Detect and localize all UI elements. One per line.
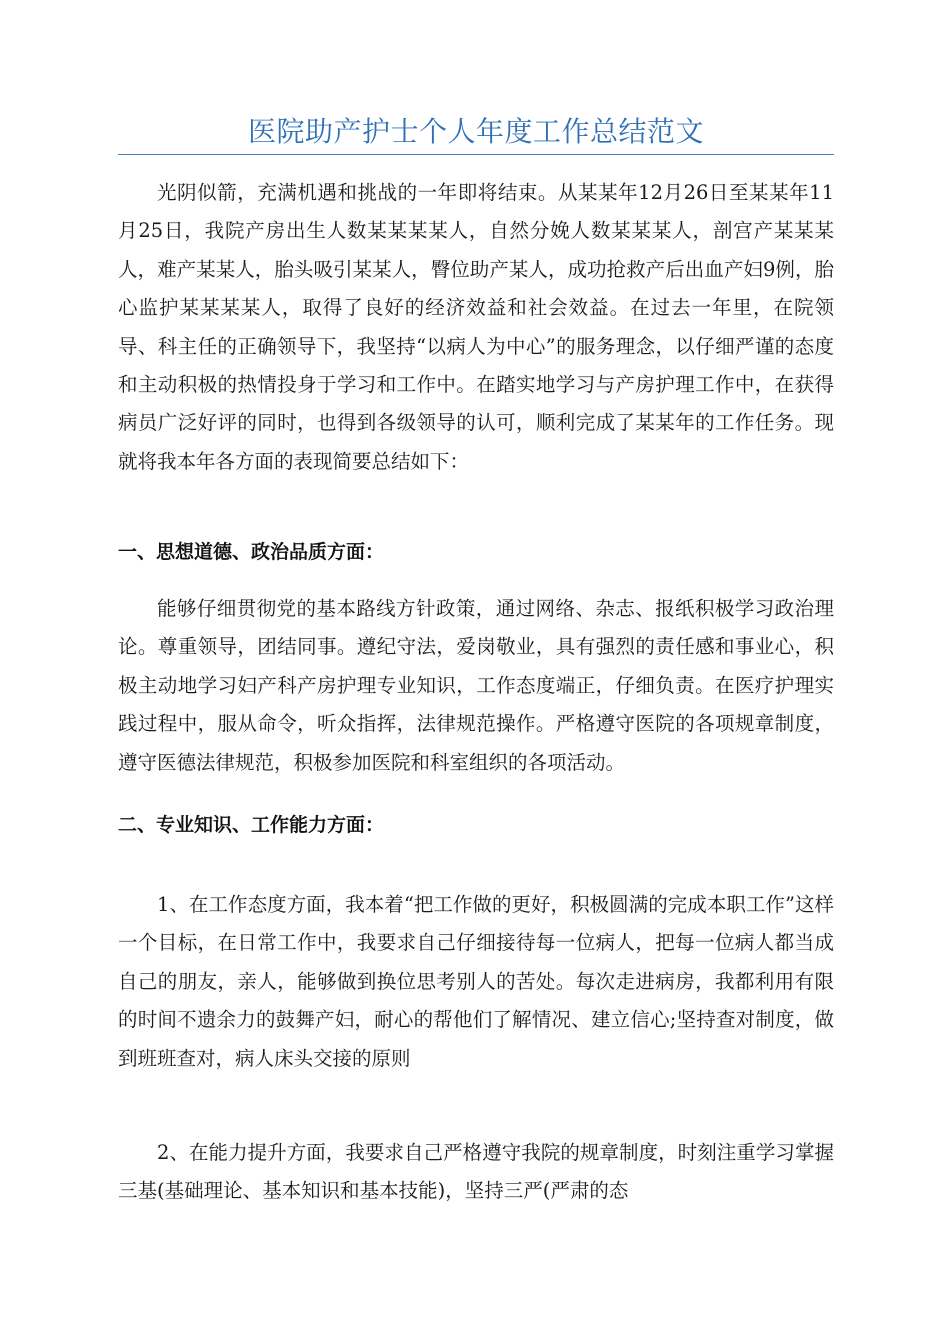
skills-item-ability: 2、在能力提升方面，我要求自己严格遵守我院的规章制度，时刻注重学习掌握三基(基础理论、基本知识和基本技能)，坚持三严(严肃的态 <box>118 1141 834 1203</box>
intro-paragraph: 光阴似箭，充满机遇和挑战的一年即将结束。从某某年12月26日至某某年11月25日，我院产房出生人数某某某某人，自然分娩人数某某某人，剖宫产某某某人，难产某某人，胎头吸引某某人，臀位助产某人，成功抢救产后出血产妇9例，胎心监护某某某某人，取得了良好的经济效益和社会效益。在过去一年里，在院领导、科主任的正确领导下，我坚持“以病人为中心”的服务理念，以仔细严谨的态度和主动积极的热情投身于学习和工作中。在踏实地学习与产房护理工作中，在获得病员广泛好评的同时，也得到各级领导的认可，顺利完成了某某年的工作任务。现就将我本年各方面的表现简要总结如下： <box>118 181 834 473</box>
document-title: 医院助产护士个人年度工作总结范文 <box>247 115 704 148</box>
section-heading-ethics: 一、思想道德、政治品质方面： <box>118 541 385 563</box>
ethics-paragraph: 能够仔细贯彻党的基本路线方针政策，通过网络、杂志、报纸积极学习政治理论。尊重领导，团结同事。遵纪守法，爱岗敬业，具有强烈的责任感和事业心，积极主动地学习妇产科产房护理专业知识，工作态度端正，仔细负责。在医疗护理实践过程中，服从命令，听众指挥，法律规范操作。严格遵守医院的各项规章制度，遵守医德法律规范，积极参加医院和科室组织的各项活动。 <box>118 597 834 774</box>
skills-item-attitude: 1、在工作态度方面，我本着“把工作做的更好，积极圆满的完成本职工作”这样一个目标，在日常工作中，我要求自己仔细接待每一位病人，把每一位病人都当成自己的朋友，亲人，能够做到换位思考别人的苦处。每次走进病房，我都利用有限的时间不遗余力的鼓舞产妇，耐心的帮他们了解情况、建立信心;坚持查对制度，做到班班查对，病人床头交接的原则 <box>118 893 834 1070</box>
section-heading-skills: 二、专业知识、工作能力方面： <box>118 814 385 836</box>
title-underline <box>118 154 834 155</box>
